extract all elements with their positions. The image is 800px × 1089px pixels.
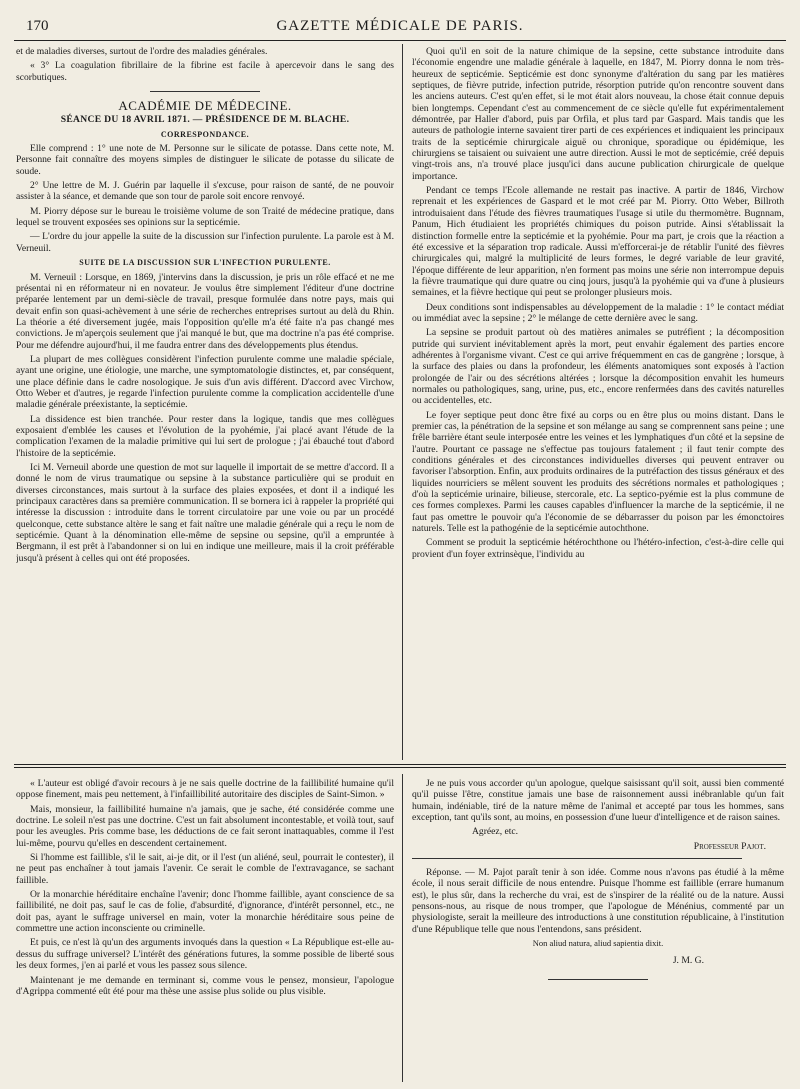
left-top-column <box>16 46 394 758</box>
subsection-title: SUITE DE LA DISCUSSION SUR L'INFECTION PURULENTE. <box>79 258 331 268</box>
section-title: ACADÉMIE DE MÉDECINE. <box>118 98 292 114</box>
paragraph: Et puis, ce n'est là qu'un des arguments invoqués dans la question « La République est-elle au-dessus du suffrage universel? L'intérêt des générations futures, la somme possible de liberté sous les deux formes, j'en ai parlé et vous les passez sous silence. <box>16 937 394 972</box>
right-bottom-column <box>412 778 784 1078</box>
paragraph: M. Piorry dépose sur le bureau le troisième volume de son Traité de médecine pratique, dans lequel se trouvent exposées ses opinions sur la septicémie. <box>16 205 394 229</box>
session-heading: SÉANCE DU 18 AVRIL 1871. — PRÉSIDENCE DE M. BLACHE. <box>60 114 350 126</box>
journal-title: GAZETTE MÉDICALE DE PARIS. <box>276 18 524 34</box>
latin-motto: Non aliud natura, aliud sapientia dixit. <box>532 938 664 949</box>
closing: Agréez, etc. <box>472 826 519 838</box>
header-rule <box>14 40 786 41</box>
paragraph: Maintenant je me demande en terminant si, comme vous le pensez, monsieur, l'apologue d'Agrippa commenté eût été pour ma thèse une assise plus solide ou plus visible. <box>16 974 394 997</box>
paragraph: et de maladies diverses, surtout de l'ordre des maladies générales. <box>16 46 268 57</box>
feuilleton-rule <box>14 764 786 765</box>
right-top-column <box>412 46 784 758</box>
paragraph: Mais, monsieur, la faillibilité humaine n'a jamais, que je sache, été considérée comme une doctrine. Le soleil n'est pas une doctrine. C'est un fait absolument incontestable, et voilà tout, sauf pour les aveugles. Pris comme base, les déductions de ce fait seront inattaquables, comme il l'est lui-même, pourvu qu'elles en descendent certainement. <box>16 803 394 849</box>
paragraph: Elle comprend : 1° une note de M. Personne sur le silicate de potasse. Dans cette note, M. Personne fait connaître des moyens simples de distinguer le silicate de potasse du silicate de soude. <box>16 143 394 177</box>
page-number: 170 <box>26 18 49 34</box>
paragraph: Quoi qu'il en soit de la nature chimique de la sepsine, cette substance introduite dans l'économie engendre une maladie générale à laquelle, en 1847, M. Piorry donna le nom très-heureux de septicémie. Septicémie est donc synonyme d'altération du sang par les matières septiques, de fièvre putride, infection putride, résorption putride qu'on rencontre souvent dans les anciens auteurs. C'est qu'en effet, si le mot était alors nouveau, la chose était connue depuis bien longtemps. Cependant c'est au commencement de ce siècle qu'elle fut expérimentalement démontrée, par Haller d'abord, puis par Orfila, et plus tard par Gaspard. Mais tandis que les auteurs de pathologie interne savaient tirer parti de ces expériences et indiquaient les principaux traits de la septicémie chirurgicale aiguë ou chronique, sporadique ou épidémique, les chirurgiens se taisaient ou suivaient une autre direction. Aussi le mot de septicémie, créé depuis vingt-trois ans, n'a trouvé place jusqu'ici dans aucune publication chirurgicale de quelque importance. <box>412 46 784 182</box>
paragraph: M. Verneuil : Lorsque, en 1869, j'intervins dans la discussion, je pris un rôle effacé et ne me présentai ni en réformateur ni en novateur. Je voulus être simplement l'éditeur d'une doctrine préparée lentement par un demi-siècle de travail, presque formulée dans notre pays, mais qui devait enfin son quasi-achèvement à une série de recherches entreprises surtout au delà du Rhin. La théorie a été diversement jugée, mais l'opposition qu'elle m'a été faite n'a pas changé mes convictions. Je m'aperçois seulement que j'ai manqué le but, que ma doctrine n'a pas été comprise. Pour me défendre aujourd'hui, il me faudra entrer dans des développements plus étendus. <box>16 271 394 351</box>
paragraph: Le foyer septique peut donc être fixé au corps ou en être plus ou moins distant. Dans le premier cas, la pénétration de la sepsine et son mélange au sang se comprennent sans peine ; une frêle barrière étant seule interposée entre les veines et les lymphatiques d'un côté et la sepsine de l'autre. Pourtant ce passage ne s'effectue pas toujours fatalement ; il faut tenir compte des conditions générales et des circonstances individuelles diverses qui peuvent entraver ou favoriser l'absorption. Enfin, aux produits ordinaires de la putréfaction des tissus généraux et des liquides nourriciers se mêlent souvent les produits des sécrétions normales et pathologiques ; d'où la septicémie urinaire, bilieuse, stercorale, etc. La septico-pyémie est la plus commune de ces formes complexes. Parmi les causes capables d'influencer la marche de la septicémie, il ne faut pas omettre le pouvoir qu'a l'économie de se débarrasser du poison par les émonctoires naturels. Telle est la pathogénie de la septicémie autochthone. <box>412 409 784 535</box>
paragraph: La sepsine se produit partout où des matières animales se putréfient ; la décomposition putride qui survient inévitablement après la mort, peut envahir également des parties encore adhérentes à l'organisme vivant. C'est ce qui arrive fréquemment en cas de gangrène ; lorsque, à la surface des plaies ou dans la profondeur, les éléments anatomiques sont exposés à l'action prolongée de l'air ou des sécrétions altérées ; lorsque la décomposition envahit les humeurs normales ou pathologiques, sang, urine, pus, etc., encore renfermées dans des cavités naturelles ou accidentelles, etc. <box>412 327 784 407</box>
paragraph: Comment se produit la septicémie hétérochthone ou l'hétéro-infection, c'est-à-dire celle qui provient d'un foyer extrinsèque, l'individu au <box>412 537 784 560</box>
left-bottom-column <box>16 778 394 1078</box>
paragraph: Si l'homme est faillible, s'il le sait, ai-je dit, or il l'est (un aliéné, seul, pourrait le contester), il ne peut pas enchaîner à tout jamais l'avenir. Ce serait le comble de l'extravagance, se sachant faillible. <box>16 852 394 886</box>
feuilleton-rule <box>14 767 786 768</box>
paragraph: « L'auteur est obligé d'avoir recours à je ne sais quelle doctrine de la faillibilité humaine qu'il oppose finement, mais peu nettement, à l'infaillibilité autoritaire des disciples de Saint-Simon. » <box>16 778 394 801</box>
paragraph: Pendant ce temps l'Ecole allemande ne restait pas inactive. A partir de 1846, Virchow reprenait et les expériences de Gaspard et le mot créé par M. Piorry. Otto Weber, Billroth introduisaient dans l'étude des fièvres traumatiques l'usage si utile du thermomètre. Bugnnam, Panum, Hich étudiaient les propriétés chimiques du poison putride. Ainsi s'établissait la distinction formelle entre la septicémie et la pyohémie. Pour ma part, je crois que la réaction a été excessive et la séparation trop radicale. Aussi m'efforcerai-je de rétablir l'unité des fièvres chirurgicales qui, malgré la multiplicité de leurs formes, le degré variable de leur gravité, l'époque différente de leur apparition, n'en forment pas moins une série non interrompue depuis la fièvre traumatique qui dure quatre ou cinq jours, jusqu'à la pyohémie qui va d'une à plusieurs semaines, et la fièvre hectique qui peut se prolonger plusieurs mois. <box>412 185 784 299</box>
paragraph: La plupart de mes collègues considèrent l'infection purulente comme une maladie spéciale, ayant une origine, une étiologie, une marche, une symptomatologie distinctes, et, par conséquent, une place définie dans le cadre nosologique. Je suis d'un avis différent. D'accord avec Virchow, Otto Weber et d'autres, je regarde l'infection purulente comme la complication accidentelle d'une maladie générale préexistante, la septicémie. <box>16 353 394 411</box>
paragraph: 2° Une lettre de M. J. Guérin par laquelle il s'excuse, pour raison de santé, de ne pouvoir assister à la séance, et demande que son tour de parole soit encore renvoyé. <box>16 180 394 203</box>
paragraph: Je ne puis vous accorder qu'un apologue, quelque saisissant qu'il soit, aussi bien commenté qu'il puisse l'être, constitue jamais une base de raisonnement aussi inébranlable qu'un fait humain, indéniable, tiré de la nature même de l'animal et accepté par tous les hommes, sans exception, tant qu'ils sont, au moins, en possession d'une lueur d'intelligence et de raison saines. <box>412 778 784 824</box>
subsection-title: CORRESPONDANCE. <box>160 129 250 139</box>
section-divider <box>150 91 260 92</box>
paragraph: Deux conditions sont indispensables au développement de la maladie : 1° le contact médiat ou immédiat avec la sepsine ; 2° le mélange de cette dernière avec le sang. <box>412 301 784 324</box>
column-divider <box>402 44 403 760</box>
paragraph: « 3° La coagulation fibrillaire de la fibrine est facile à apercevoir dans le sang des scorbutiques. <box>16 60 394 83</box>
paragraph: Or la monarchie héréditaire enchaîne l'avenir; donc l'homme faillible, ayant conscience de sa faillibilité, ne doit pas, sauf le cas de folie, d'absurdité, d'ignorance, d'intérêt personnel, etc., ne doit pas, ayant le suffrage universel en main, voter la monarchie héréditaire sous peine de commettre une action inconsciente ou criminelle. <box>16 889 394 935</box>
paragraph: La dissidence est bien tranchée. Pour rester dans la logique, tandis que mes collègues exposaient d'emblée les causes et l'évolution de la pyohémie, j'ai placé avant l'étude de la complication l'examen de la maladie primitive qui lui sert de prologue ; j'ai ébauché tout d'abord l'histoire de la septicémie. <box>16 413 394 459</box>
signature: Professeur Pajot. <box>693 840 766 852</box>
paragraph: Ici M. Verneuil aborde une question de mot sur laquelle il importait de se mettre d'accord. Il a donné le nom de virus traumatique ou sepsine à la substance particulière qui se produit en diverses circonstances, mais surtout à la surface des plaies exposées, et dont il a indiqué les principaux caractères dans sa première communication. Il se bornera ici à rappeler la propriété qui intéresse la discussion : introduite dans le torrent circulatoire par une voie ou par un procédé quelconque, cette substance altère le sang et fait naître une maladie générale qui a reçu le nom de septicémie. Quant à la dénomination elle-même de sepsine ou sepsine, qu'il a empruntée à Bergmann, il est prêt à l'abandonner si on lui en indique une meilleure, mais il la croit préférable jusqu'à présent à celles qui ont été proposées. <box>16 462 394 564</box>
page-header <box>14 12 786 36</box>
paragraph: — L'ordre du jour appelle la suite de la discussion sur l'infection purulente. La parole est à M. Verneuil. <box>16 231 394 254</box>
author-initials: J. M. G. <box>672 955 704 967</box>
column-divider <box>402 774 403 1082</box>
section-divider <box>412 858 742 859</box>
end-rule <box>548 979 648 980</box>
reply-paragraph: Réponse. — M. Pajot paraît tenir à son idée. Comme nous n'avons pas étudié à la même école, il nous serait difficile de nous entendre. Puisque l'homme est faillible (errare humanum est), le plus sûr, dans la recherche du vrai, est de s'inspirer de la réalité ou de la nature. Aussi pensons-nous, au risque de nous tromper, que l'apologue de Ménénius, commenté par un physiologiste, serait la meilleure des introductions à une constitution républicaine, à l'institution d'une République telle que nous l'entendons, sans président. <box>412 867 784 935</box>
